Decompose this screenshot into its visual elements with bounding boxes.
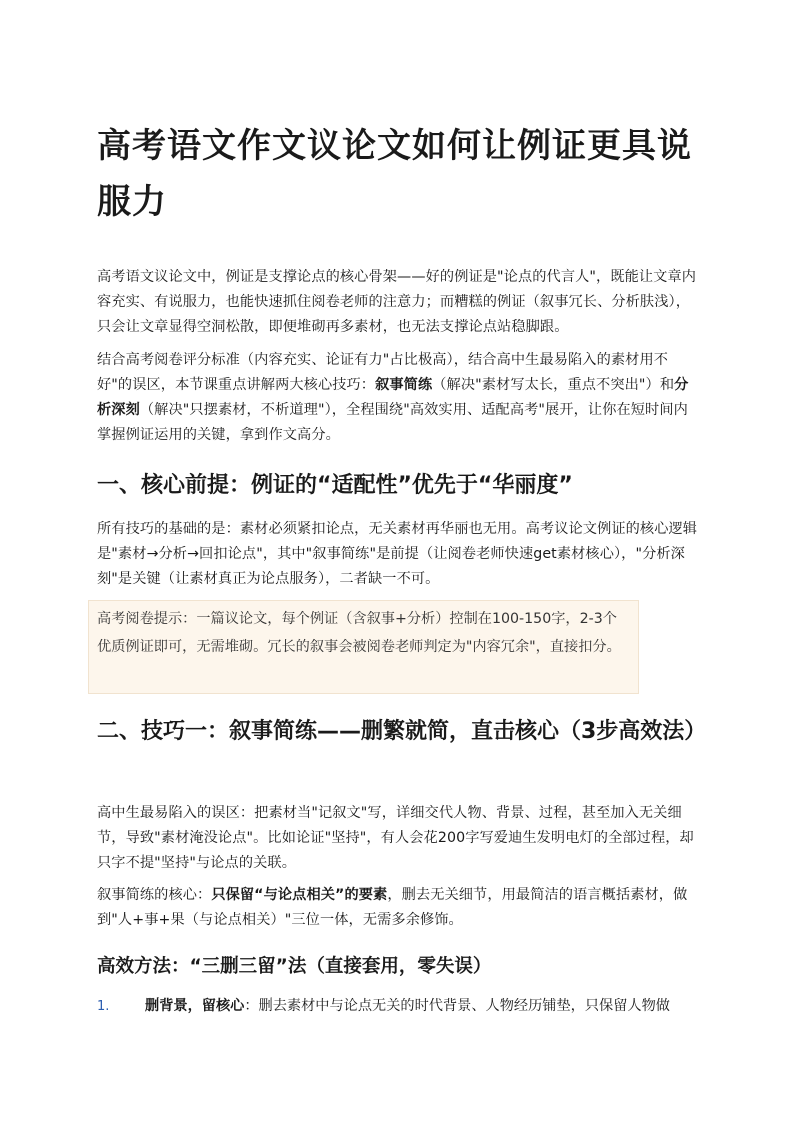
page-title: 高考语文作文议论文如何让例证更具说服力 [97,126,692,222]
tip-text: 高考阅卷提示：一篇议论文，每个例证（含叙事+分析）控制在100-150字，2-3个优质例证即可，无需堆砌。冗长的叙事会被阅卷老师判定为"内容冗余"，直接扣分。 [97,611,621,655]
intro-paragraph-1: 高考语文议论文中，例证是支撑论点的核心骨架——好的例证是"论点的代言人"，既能让文章内容充实、有说服力，也能快速抓住阅卷老师的注意力；而糟糕的例证（叙事冗长、分析肤浅），只会让文章显得空洞松散，即便堆砌再多素材，也无法支撑论点站稳脚跟。 [97,269,697,335]
section-1-heading: 一、核心前提：例证的“适配性”优先于“华丽度” [97,473,573,498]
s2-p2-text-c: ，删去无关细节，用最简洁的语言概括素材，做到"人+事+果（与论点相关）"三位一体，无需多余修饰。 [97,887,688,928]
intro-p2-text-a: 结合高考阅卷评分标准（内容充实、论证有力"占比极高），结合高中生最易陷入的素材用不好"的误区，本节课重点讲解两大核心技巧： [97,352,669,393]
s2-p2-bold: 只保留“与论点相关”的要素 [211,887,388,903]
intro-p2-text-d: （解决"只摆素材，不析道理"），全程围绕"高效实用、适配高考"展开，让你在短时间内掌握例证运用的关键，拿到作文高分。 [97,402,688,443]
intro-p2-bold-2: 分析深刻 [97,377,689,418]
list-item-text: ：删去素材中与论点无关的时代背景、人物经历铺垫，只保留人物做 [244,998,670,1014]
tip-callout [88,600,639,694]
intro-p2-text-c: （解决"素材写太长，重点不突出"）和 [432,377,675,393]
list-item-bold: 删背景，留核心 [145,998,245,1014]
section-2-heading: 二、技巧一：叙事简练——删繁就简，直击核心（3步高效法） [97,719,707,744]
list-text [145,994,701,1019]
section-2-paragraph-1: 高中生最易陷入的误区：把素材当"记叙文"写，详细交代人物、背景、过程，甚至加入无关细节，导致"素材淹没论点"。比如论证"坚持"，有人会花200字写爱迪生发明电灯的全部过程，却只字不提"坚持"与论点的关联。 [97,805,694,871]
intro-p2-bold-1: 叙事简练 [375,377,433,393]
intro-paragraph-2 [97,348,700,448]
method-heading: 高效方法：“三删三留”法（直接套用，零失误） [97,956,492,977]
section-1-body: 所有技巧的基础的是：素材必须紧扣论点，无关素材再华丽也无用。高考议论文例证的核心逻辑是"素材→分析→回扣论点"，其中"叙事简练"是前提（让阅卷老师快速get素材核心），"分析深刻"是关键（让素材真正为论点服务），二者缺一不可。 [97,521,698,587]
section-2-paragraph-2 [97,883,700,933]
list-number: 1. [97,999,110,1014]
s2-p2-text-a: 叙事简练的核心： [97,887,212,903]
